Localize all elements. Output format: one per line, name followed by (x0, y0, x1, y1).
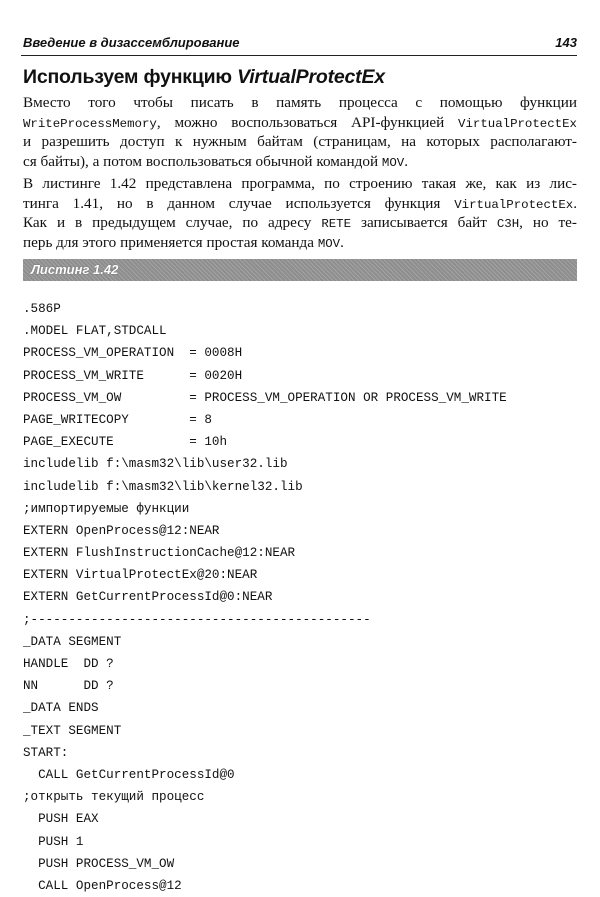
inline-code: VirtualProtectEx (458, 116, 577, 131)
paragraph-1 (23, 93, 577, 171)
code-line: CALL GetCurrentProcessId@0 (23, 767, 235, 782)
p2-line-1: В листинге 1.42 представлена программа, по строению такая же, как из лис- (23, 175, 577, 192)
p1-line-1: Вместо того чтобы писать в память процесса с помощью функции (23, 94, 577, 111)
code-line: .586P (23, 302, 61, 316)
inline-code: MOV (381, 155, 405, 170)
running-head (21, 33, 577, 56)
code-line: includelib f:\masm32\lib\kernel32.lib (23, 479, 303, 494)
code-line: ;импортируемые функции (23, 501, 190, 516)
p2-line-2: тинга 1.41, но в данном случае используется функция VirtualProtectEx. (23, 194, 577, 212)
paragraph-2 (23, 174, 577, 252)
code-line: _DATA SEGMENT (23, 634, 122, 649)
code-line: includelib f:\masm32\lib\user32.lib (23, 457, 288, 472)
section-heading (23, 66, 385, 89)
code-line: EXTERN FlushInstructionCache@12:NEAR (23, 546, 296, 561)
p2-line-4: перь для этого применяется простая команда MOV. (23, 233, 344, 251)
code-line: PUSH 1 (23, 834, 84, 849)
code-line: PROCESS_VM_OW = PROCESS_VM_OPERATION OR PROCESS_VM_WRITE (23, 390, 507, 405)
code-line: EXTERN GetCurrentProcessId@0:NEAR (23, 590, 273, 605)
code-line: EXTERN VirtualProtectEx@20:NEAR (23, 568, 258, 583)
code-line: CALL OpenProcess@12 (23, 878, 182, 893)
listing-caption: Листинг 1.42 (31, 262, 119, 277)
code-line: ;открыть текущий процесс (23, 790, 205, 805)
code-line: PAGE_EXECUTE = 10h (23, 435, 228, 450)
code-line: PUSH PROCESS_VM_OW (23, 856, 175, 871)
listing-caption-bar (23, 259, 577, 281)
heading-api-name: VirtualProtectEx (237, 66, 385, 88)
code-line: PUSH EAX (23, 812, 99, 827)
inline-code: MOV (317, 236, 341, 251)
code-line: _DATA ENDS (23, 701, 99, 716)
code-line: .MODEL FLAT,STDCALL (23, 324, 167, 339)
code-line: ;--------------------------------------------- (23, 612, 371, 627)
p2-line-3: Как и в предыдущем случае, по адресу RETE записывается байт C3H, но те- (23, 214, 577, 232)
inline-code: WriteProcessMemory (23, 116, 157, 131)
heading-prefix: Используем функцию (23, 66, 238, 88)
code-line: HANDLE DD ? (23, 657, 114, 671)
code-line: PROCESS_VM_WRITE = 0020H (23, 368, 243, 383)
p1-line-3: и разрешить доступ к нужным байтам (страницам, на которых располагают- (23, 133, 577, 151)
p1-line-2: WriteProcessMemory, можно воспользоваться API-функцией VirtualProtectEx (23, 113, 577, 131)
inline-code: VirtualProtectEx (454, 197, 574, 212)
code-line: PROCESS_VM_OPERATION = 0008H (23, 346, 243, 361)
code-listing (23, 298, 583, 897)
inline-code: C3H (496, 217, 520, 232)
code-line: NN DD ? (23, 679, 114, 694)
code-line: _TEXT SEGMENT (23, 723, 122, 738)
p1-line-4: ся байты), а потом воспользоваться обычной командой MOV. (23, 152, 408, 170)
page-number: 143 (555, 35, 577, 50)
code-line: START: (23, 745, 69, 760)
code-line: PAGE_WRITECOPY = 8 (23, 412, 212, 427)
inline-code: RETE (321, 217, 352, 232)
code-line: EXTERN OpenProcess@12:NEAR (23, 523, 220, 538)
chapter-title: Введение в дизассемблирование (23, 35, 240, 50)
